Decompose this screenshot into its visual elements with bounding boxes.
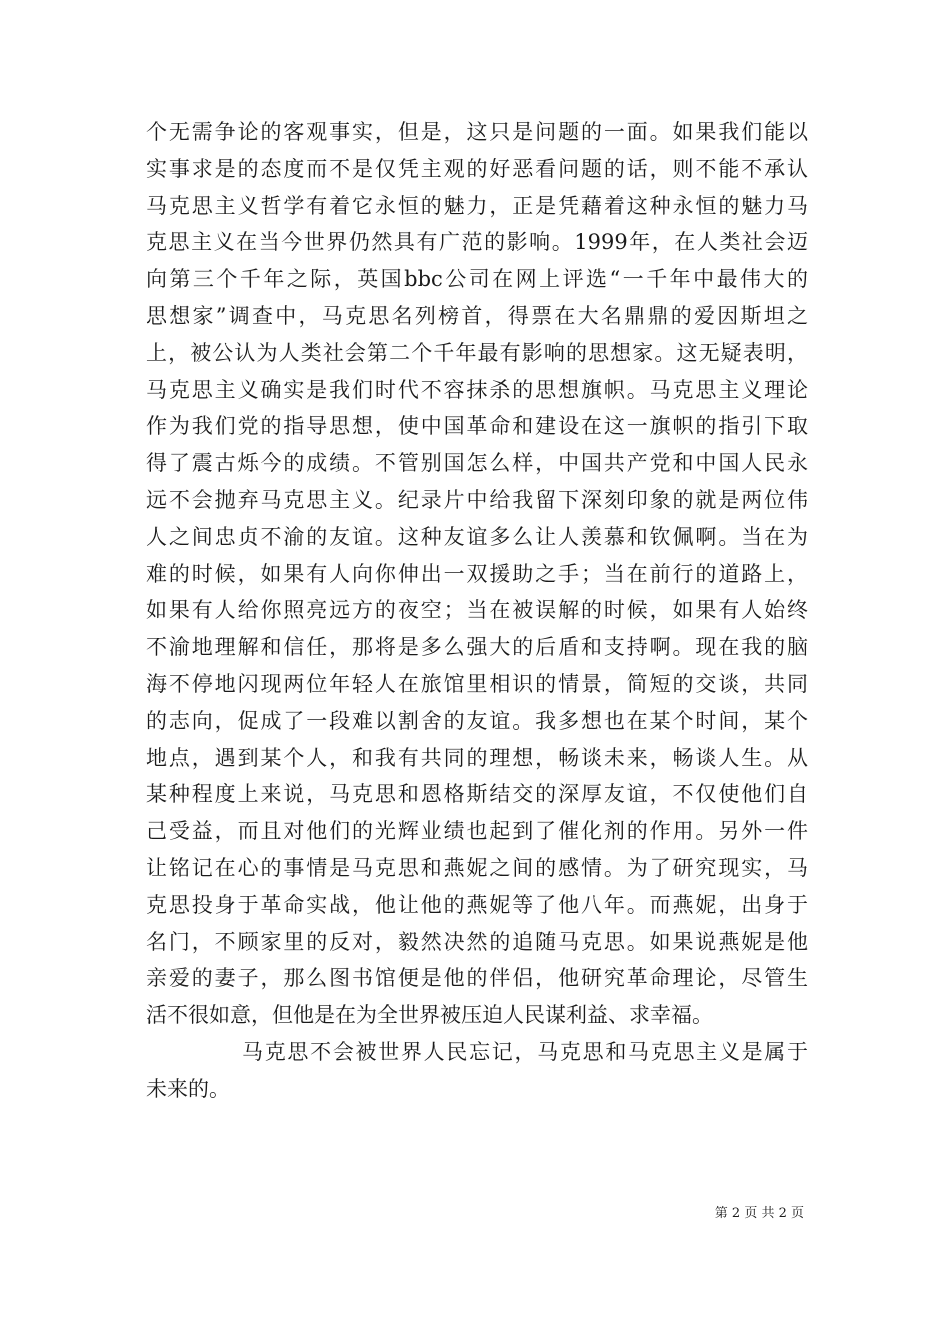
text-line: 难的时候，如果有人向你伸出一双援助之手；当在前行的道路上， xyxy=(146,561,808,586)
text-line: 地点，遇到某个人，和我有共同的理想，畅谈未来，畅谈人生。从 xyxy=(146,745,808,770)
text-line: 某种程度上来说，马克思和恩格斯结交的深厚友谊，不仅使他们自 xyxy=(146,782,808,807)
text-line: 思想家”调查中，马克思名列榜首，得票在大名鼎鼎的爱因斯坦之 xyxy=(146,303,808,328)
text-line: 远不会抛弃马克思主义。纪录片中给我留下深刻印象的就是两位伟 xyxy=(146,487,808,512)
text-line: 海不停地闪现两位年轻人在旅馆里相识的情景，简短的交谈，共同 xyxy=(146,671,808,696)
page-number-footer: 第 2 页 共 2 页 xyxy=(714,1206,804,1221)
text-line: 不渝地理解和信任，那将是多么强大的后盾和支持啊。现在我的脑 xyxy=(146,635,808,660)
text-line: 向第三个千年之际，英国bbc公司在网上评选“一千年中最伟大的 xyxy=(146,267,808,292)
text-line: 名门，不顾家里的反对，毅然决然的追随马克思。如果说燕妮是他 xyxy=(146,929,808,954)
body-text xyxy=(146,114,808,1108)
text-line: 如果有人给你照亮远方的夜空；当在被误解的时候，如果有人始终 xyxy=(146,598,808,623)
text-line: 上，被公认为人类社会第二个千年最有影响的思想家。这无疑表明， xyxy=(146,340,808,365)
text-line: 个无需争论的客观事实，但是，这只是问题的一面。如果我们能以 xyxy=(146,120,808,144)
text-line: 实事求是的态度而不是仅凭主观的好恶看问题的话，则不能不承认 xyxy=(146,156,808,181)
text-line: 马克思主义确实是我们时代不容抹杀的思想旗帜。马克思主义理论 xyxy=(146,377,808,402)
closing-paragraph-line: 马克思不会被世界人民忘记，马克思和马克思主义是属于 xyxy=(242,1039,808,1064)
text-line: 克思投身于革命实战，他让他的燕妮等了他八年。而燕妮，出身于 xyxy=(146,892,808,917)
text-line: 马克思主义哲学有着它永恒的魅力，正是凭藉着这种永恒的魅力马 xyxy=(146,193,808,218)
text-line: 亲爱的妻子，那么图书馆便是他的伴侣，他研究革命理论，尽管生 xyxy=(146,966,808,991)
text-line: 作为我们党的指导思想，使中国革命和建设在这一旗帜的指引下取 xyxy=(146,414,808,439)
text-line: 得了震古烁今的成绩。不管别国怎么样，中国共产党和中国人民永 xyxy=(146,451,808,476)
text-line: 人之间忠贞不渝的友谊。这种友谊多么让人羡慕和钦佩啊。当在为 xyxy=(146,524,808,549)
closing-paragraph-line: 未来的。 xyxy=(146,1076,230,1101)
text-line: 己受益，而且对他们的光辉业绩也起到了催化剂的作用。另外一件 xyxy=(146,819,808,844)
text-line: 的志向，促成了一段难以割舍的友谊。我多想也在某个时间，某个 xyxy=(146,708,808,733)
text-line: 让铭记在心的事情是马克思和燕妮之间的感情。为了研究现实，马 xyxy=(146,855,808,880)
text-line: 克思主义在当今世界仍然具有广范的影响。1999年，在人类社会迈 xyxy=(146,230,808,255)
text-line: 活不很如意，但他是在为全世界被压迫人民谋利益、求幸福。 xyxy=(146,1003,713,1028)
